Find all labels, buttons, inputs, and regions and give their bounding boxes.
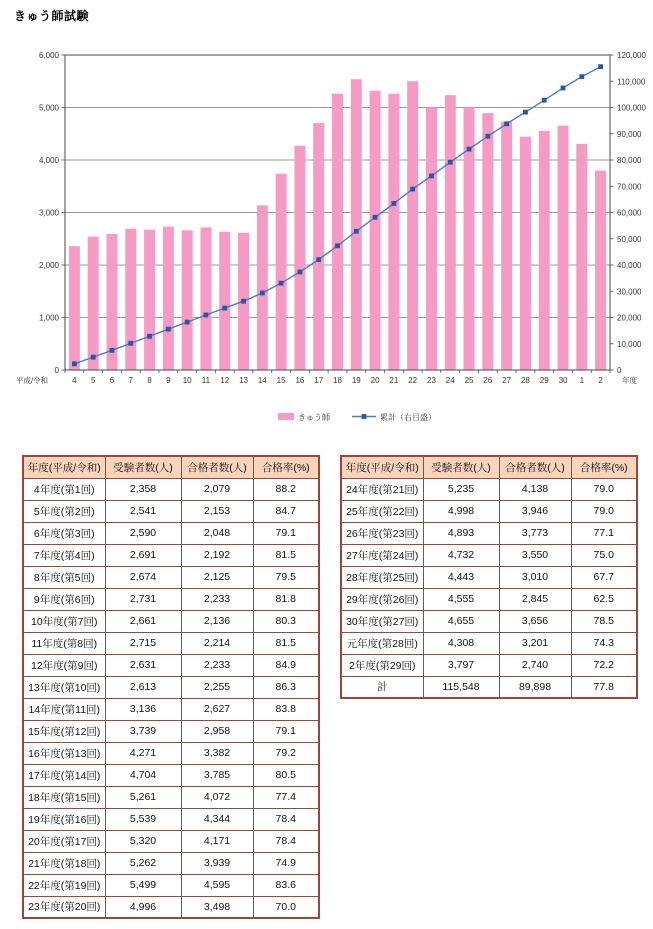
- results-tables: [22, 455, 642, 919]
- bar: [125, 229, 136, 370]
- y-right-label: 40,000: [617, 261, 642, 270]
- table-cell: 2,541: [105, 500, 181, 522]
- table-cell: 2,079: [181, 478, 253, 500]
- table-cell: 75.0: [571, 544, 637, 566]
- y-right-label: 110,000: [617, 77, 646, 87]
- table-cell: 70.0: [253, 896, 319, 918]
- table-cell: 84.7: [253, 500, 319, 522]
- table-row: [341, 478, 637, 500]
- table-cell: 2,613: [105, 676, 181, 698]
- table-cell: 7年度(第4回): [23, 544, 105, 566]
- table-cell: 18年度(第15回): [23, 786, 105, 808]
- line-marker: [335, 243, 340, 248]
- line-marker: [410, 187, 415, 192]
- x-category-label: 25: [464, 376, 474, 385]
- line-marker: [185, 320, 190, 325]
- table-header-row: [341, 456, 637, 478]
- bar: [539, 131, 550, 370]
- table-row: [23, 632, 319, 654]
- legend-label-line: 累計（右目盛）: [380, 413, 436, 422]
- table-cell: 21年度(第18回): [23, 852, 105, 874]
- table-cell: 6年度(第3回): [23, 522, 105, 544]
- table-cell: 9年度(第6回): [23, 588, 105, 610]
- bar: [257, 205, 268, 370]
- table-cell: 78.4: [253, 830, 319, 852]
- line-marker: [222, 306, 227, 311]
- table-cell: 4,893: [423, 522, 499, 544]
- y-left-label: 2,000: [38, 261, 59, 270]
- y-right-label: 70,000: [617, 182, 642, 192]
- table-cell: 4,655: [423, 610, 499, 632]
- table-cell: 83.6: [253, 874, 319, 896]
- line-marker: [316, 257, 321, 262]
- table-cell: 24年度(第21回): [341, 478, 423, 500]
- table-cell: 23年度(第20回): [23, 896, 105, 918]
- x-category-label: 28: [520, 376, 530, 385]
- bar: [200, 227, 211, 370]
- table-cell: 77.4: [253, 786, 319, 808]
- table-cell: 84.9: [253, 654, 319, 676]
- bar: [351, 79, 362, 370]
- line-marker: [373, 215, 378, 220]
- bar: [88, 237, 99, 370]
- x-category-label: 15: [276, 376, 286, 385]
- table-cell: 2,627: [181, 698, 253, 720]
- line-marker: [260, 291, 265, 296]
- table-cell: 2,048: [181, 522, 253, 544]
- y-right-label: 60,000: [617, 208, 642, 218]
- table-cell: 115,548: [423, 676, 499, 698]
- table-cell: 3,939: [181, 852, 253, 874]
- bar-series: [69, 79, 606, 370]
- x-category-label: 2: [598, 376, 603, 385]
- table-cell: 2,731: [105, 588, 181, 610]
- table-cell: 29年度(第26回): [341, 588, 423, 610]
- y-right-label: 100,000: [617, 103, 646, 113]
- y-right-label: 0: [617, 366, 622, 375]
- table-row: [341, 610, 637, 632]
- table-cell: 5,539: [105, 808, 181, 830]
- table-cell: 2,214: [181, 632, 253, 654]
- x-category-label: 14: [257, 376, 267, 385]
- table-cell: 4,732: [423, 544, 499, 566]
- bar: [332, 94, 343, 370]
- table-cell: 80.3: [253, 610, 319, 632]
- table-cell: 81.5: [253, 632, 319, 654]
- header-examinees: 受験者数(人): [423, 456, 499, 478]
- y-left-label: 3,000: [38, 208, 59, 218]
- table-cell: 2,136: [181, 610, 253, 632]
- table-row: [341, 544, 637, 566]
- table-cell: 27年度(第24回): [341, 544, 423, 566]
- table-cell: 79.5: [253, 566, 319, 588]
- bar: [219, 232, 230, 370]
- table-row: [341, 632, 637, 654]
- header-pass-rate: 合格率(%): [253, 456, 319, 478]
- table-row: [23, 786, 319, 808]
- header-year: 年度(平成/令和): [23, 456, 105, 478]
- table-cell: 3,136: [105, 698, 181, 720]
- table-cell: 79.0: [571, 478, 637, 500]
- results-table-right: [340, 455, 638, 699]
- table-cell: 19年度(第16回): [23, 808, 105, 830]
- x-category-label: 26: [483, 376, 493, 385]
- y-right-label: 30,000: [617, 287, 642, 297]
- line-marker: [504, 121, 509, 126]
- y-right-label: 20,000: [617, 313, 642, 323]
- table-cell: 15年度(第12回): [23, 720, 105, 742]
- table-cell: 3,382: [181, 742, 253, 764]
- table-cell: 3,010: [499, 566, 571, 588]
- bar: [370, 91, 381, 370]
- table-cell: 2,233: [181, 588, 253, 610]
- table-row: [23, 698, 319, 720]
- bar: [501, 122, 512, 370]
- line-marker: [448, 160, 453, 165]
- table-cell: 88.2: [253, 478, 319, 500]
- line-marker: [354, 229, 359, 234]
- header-passers: 合格者数(人): [499, 456, 571, 478]
- table-cell: 3,201: [499, 632, 571, 654]
- x-category-label: 5: [90, 376, 96, 385]
- table-cell: 2,255: [181, 676, 253, 698]
- table-cell: 4,555: [423, 588, 499, 610]
- table-cell: 2,192: [181, 544, 253, 566]
- bar: [144, 230, 155, 370]
- table-cell: 77.8: [571, 676, 637, 698]
- table-cell: 77.1: [571, 522, 637, 544]
- table-cell: 3,785: [181, 764, 253, 786]
- bar: [69, 246, 80, 370]
- y-left-label: 6,000: [38, 51, 59, 60]
- table-cell: 2,358: [105, 478, 181, 500]
- table-cell: 3,773: [499, 522, 571, 544]
- table-cell: 5年度(第2回): [23, 500, 105, 522]
- table-row: [341, 522, 637, 544]
- x-category-label: 8: [147, 376, 152, 385]
- bar-line-chart: [0, 43, 653, 438]
- table-row: [341, 566, 637, 588]
- table-row: [23, 874, 319, 896]
- bar: [388, 94, 399, 370]
- bar: [426, 108, 437, 370]
- table-cell: 17年度(第14回): [23, 764, 105, 786]
- y-left-label: 1,000: [38, 313, 59, 323]
- x-category-label: 17: [314, 376, 324, 385]
- table-cell: 26年度(第23回): [341, 522, 423, 544]
- table-row: [23, 610, 319, 632]
- bar: [558, 126, 569, 370]
- table-cell: 4,443: [423, 566, 499, 588]
- line-marker: [279, 281, 284, 286]
- table-row: [341, 588, 637, 610]
- bar: [294, 146, 305, 370]
- table-row: [23, 808, 319, 830]
- table-cell: 2,153: [181, 500, 253, 522]
- table-row: [23, 676, 319, 698]
- table-cell: 30年度(第27回): [341, 610, 423, 632]
- table-cell: 81.8: [253, 588, 319, 610]
- table-cell: 11年度(第8回): [23, 632, 105, 654]
- table-cell: 78.5: [571, 610, 637, 632]
- line-marker: [204, 313, 209, 318]
- table-cell: 79.1: [253, 522, 319, 544]
- table-cell: 4年度(第1回): [23, 478, 105, 500]
- table-cell: 2,958: [181, 720, 253, 742]
- table-cell: 5,235: [423, 478, 499, 500]
- x-category-label: 30: [558, 376, 568, 385]
- table-cell: 5,262: [105, 852, 181, 874]
- table-cell: 計: [341, 676, 423, 698]
- table-cell: 3,797: [423, 654, 499, 676]
- line-marker: [147, 334, 152, 339]
- table-cell: 3,656: [499, 610, 571, 632]
- chart-legend: [278, 412, 436, 422]
- table-row: [23, 896, 319, 918]
- table-cell: 20年度(第17回): [23, 830, 105, 852]
- x-category-label: 18: [333, 376, 342, 385]
- line-marker: [91, 355, 96, 360]
- table-cell: 79.2: [253, 742, 319, 764]
- y-left-label: 5,000: [38, 103, 59, 113]
- table-cell: 28年度(第25回): [341, 566, 423, 588]
- table-cell: 78.4: [253, 808, 319, 830]
- table-cell: 4,271: [105, 742, 181, 764]
- bar: [595, 171, 606, 370]
- bar: [520, 137, 531, 370]
- exam-statistics-chart: [0, 43, 653, 438]
- line-marker: [110, 348, 115, 353]
- table-cell: 2,125: [181, 566, 253, 588]
- bar: [276, 174, 287, 370]
- table-row: [23, 478, 319, 500]
- line-marker: [391, 201, 396, 206]
- table-row: [23, 654, 319, 676]
- line-marker: [561, 86, 566, 91]
- table-row: [23, 522, 319, 544]
- bar: [182, 230, 193, 370]
- line-marker: [485, 134, 490, 139]
- header-pass-rate: 合格率(%): [571, 456, 637, 478]
- bar: [313, 123, 324, 370]
- table-header-row: [23, 456, 319, 478]
- y-right-label: 10,000: [617, 339, 642, 349]
- table-cell: 4,308: [423, 632, 499, 654]
- line-marker: [429, 174, 434, 179]
- header-passers: 合格者数(人): [181, 456, 253, 478]
- x-category-label: 24: [445, 376, 455, 385]
- x-category-label: 11: [201, 376, 211, 385]
- line-marker: [72, 361, 77, 366]
- line-marker: [128, 341, 133, 346]
- table-cell: 2,691: [105, 544, 181, 566]
- table-cell: 3,550: [499, 544, 571, 566]
- table-cell: 67.7: [571, 566, 637, 588]
- table-cell: 16年度(第13回): [23, 742, 105, 764]
- x-category-label: 13: [239, 376, 248, 385]
- table-cell: 2年度(第29回): [341, 654, 423, 676]
- table-cell: 4,138: [499, 478, 571, 500]
- table-cell: 4,996: [105, 896, 181, 918]
- table-cell: 5,499: [105, 874, 181, 896]
- line-marker: [467, 147, 472, 152]
- x-category-label: 23: [427, 376, 436, 385]
- line-marker: [298, 270, 303, 275]
- bar: [407, 81, 418, 370]
- x-category-label: 7: [128, 376, 134, 385]
- x-category-label: 20: [370, 376, 380, 385]
- y-left-label: 4,000: [38, 156, 59, 165]
- y-left-label: 0: [54, 366, 59, 375]
- line-marker: [241, 299, 246, 304]
- table-cell: 4,344: [181, 808, 253, 830]
- table-cell: 元年度(第28回): [341, 632, 423, 654]
- table-cell: 3,498: [181, 896, 253, 918]
- table-cell: 13年度(第10回): [23, 676, 105, 698]
- bar: [163, 227, 174, 370]
- line-marker: [166, 327, 171, 332]
- table-cell: 86.3: [253, 676, 319, 698]
- table-cell: 4,998: [423, 500, 499, 522]
- table-row: [23, 852, 319, 874]
- results-table-left: [22, 455, 320, 919]
- y-right-label: 80,000: [617, 156, 642, 165]
- table-cell: 25年度(第22回): [341, 500, 423, 522]
- table-cell: 4,171: [181, 830, 253, 852]
- table-row: [23, 830, 319, 852]
- table-cell: 79.0: [571, 500, 637, 522]
- table-cell: 3,739: [105, 720, 181, 742]
- legend-bar-swatch: [278, 413, 294, 420]
- x-category-label: 12: [220, 376, 230, 385]
- table-cell: 5,261: [105, 786, 181, 808]
- table-cell: 2,631: [105, 654, 181, 676]
- line-marker: [579, 74, 584, 79]
- bar: [445, 95, 456, 370]
- table-cell: 2,661: [105, 610, 181, 632]
- y-right-label: 90,000: [617, 129, 642, 139]
- table-cell: 2,845: [499, 588, 571, 610]
- table-cell: 12年度(第9回): [23, 654, 105, 676]
- line-marker: [542, 98, 547, 103]
- table-row: [23, 742, 319, 764]
- x-category-label: 22: [408, 376, 418, 385]
- x-category-label: 1: [579, 376, 585, 385]
- table-cell: 4,704: [105, 764, 181, 786]
- x-category-label: 19: [351, 376, 361, 385]
- page-title: きゅう師試験: [14, 9, 90, 23]
- table-cell: 74.3: [571, 632, 637, 654]
- table-cell: 81.5: [253, 544, 319, 566]
- table-cell: 2,590: [105, 522, 181, 544]
- table-cell: 5,320: [105, 830, 181, 852]
- line-marker: [523, 110, 528, 115]
- table-row: [23, 566, 319, 588]
- table-row: [341, 676, 637, 698]
- x-category-label: 16: [295, 376, 305, 385]
- x-axis-suffix-label: 年度: [622, 376, 637, 385]
- x-category-label: 6: [109, 376, 115, 385]
- bar: [576, 144, 587, 370]
- table-cell: 72.2: [571, 654, 637, 676]
- table-cell: 2,715: [105, 632, 181, 654]
- table-cell: 2,674: [105, 566, 181, 588]
- table-cell: 22年度(第19回): [23, 874, 105, 896]
- table-row: [341, 500, 637, 522]
- table-cell: 8年度(第5回): [23, 566, 105, 588]
- legend-line-marker: [362, 414, 367, 419]
- table-cell: 89,898: [499, 676, 571, 698]
- table-cell: 14年度(第11回): [23, 698, 105, 720]
- table-cell: 74.9: [253, 852, 319, 874]
- table-cell: 4,595: [181, 874, 253, 896]
- table-cell: 3,946: [499, 500, 571, 522]
- x-category-label: 9: [166, 376, 171, 385]
- header-examinees: 受験者数(人): [105, 456, 181, 478]
- line-marker: [598, 64, 603, 69]
- table-row: [23, 764, 319, 786]
- table-row: [23, 720, 319, 742]
- table-cell: 62.5: [571, 588, 637, 610]
- table-row: [341, 654, 637, 676]
- table-cell: 2,740: [499, 654, 571, 676]
- x-category-label: 4: [72, 376, 77, 385]
- table-row: [23, 500, 319, 522]
- y-right-label: 120,000: [617, 51, 646, 60]
- x-category-label: 10: [182, 376, 192, 385]
- table-cell: 80.5: [253, 764, 319, 786]
- table-cell: 2,233: [181, 654, 253, 676]
- table-cell: 4,072: [181, 786, 253, 808]
- x-category-label: 27: [502, 376, 512, 385]
- table-row: [23, 588, 319, 610]
- x-category-label: 21: [389, 376, 399, 385]
- table-cell: 83.8: [253, 698, 319, 720]
- table-cell: 79.1: [253, 720, 319, 742]
- x-axis-prefix-label: 平成/令和: [15, 376, 49, 385]
- table-cell: 10年度(第7回): [23, 610, 105, 632]
- bar: [482, 113, 493, 370]
- legend-label-bar: きゅう師: [298, 413, 330, 422]
- x-category-label: 29: [539, 376, 549, 385]
- header-year: 年度(平成/令和): [341, 456, 423, 478]
- table-row: [23, 544, 319, 566]
- y-right-label: 50,000: [617, 234, 642, 244]
